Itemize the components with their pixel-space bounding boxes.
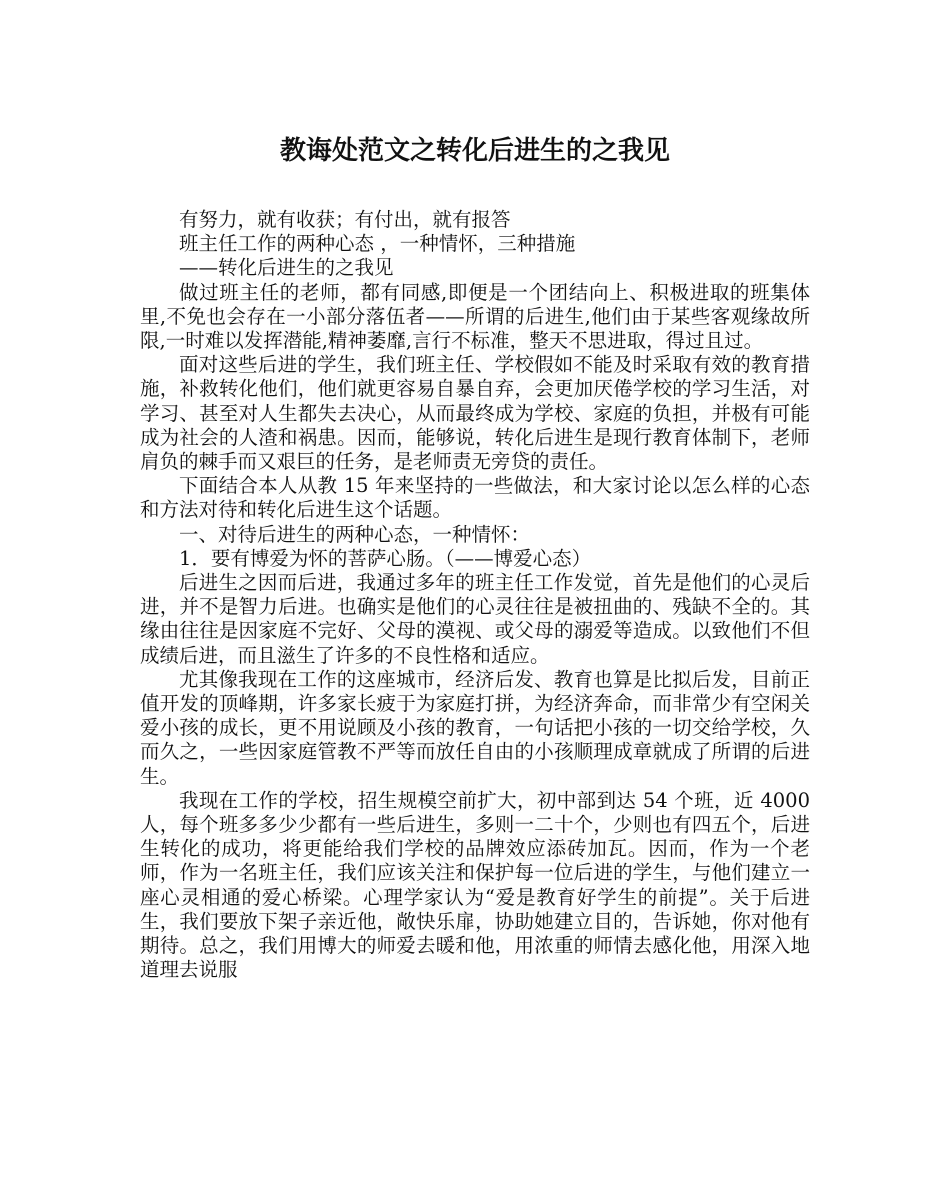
paragraph: ——转化后进生的之我见 [179,256,394,280]
paragraph: 有努力，就有收获；有付出，就有报答 [179,208,511,231]
paragraph: 做过班主任的老师，都有同感,即便是一个团结向上、积极进取的班集体里,不免也会存在一小部分落伍者——所谓的后进生,他们由于某些客观缘故所限,一时难以发挥潜能,精神萎靡,言行不标准，整天不思进取，得过且过。 [140,280,810,353]
document-title: 教诲处范文之转化后进生的之我见 [279,136,670,166]
paragraph: 下面结合本人从教 15 年来坚持的一些做法，和大家讨论以怎么样的心态和方法对待和转化后进生这个话题。 [140,474,810,522]
paragraph: 后进生之因而后进，我通过多年的班主任工作发觉，首先是他们的心灵后进，并不是智力后进。也确实是他们的心灵往往是被扭曲的、残缺不全的。其缘由往往是因家庭不完好、父母的漠视、或父母的溺爱等造成。以致他们不但成绩后进，而且滋生了许多的不良性格和适应。 [140,571,810,667]
paragraph: 班主任工作的两种心态 ，一种情怀，三种措施 [179,232,576,256]
paragraph: 我现在工作的学校，招生规模空前扩大，初中部到达 54 个班，近 4000 人，每个班多多少少都有一些后进生，多则一二十个，少则也有四五个，后进生转化的成功，将更能给我们学校的品牌效应添砖加瓦。因而，作为一个老师，作为一名班主任，我们应该关注和保护每一位后进的学生，与他们建立一座心灵相通的爱心桥梁。心理学家认为“爱是教育好学生的前提”。关于后进生，我们要放下架子亲近他，敞快乐扉，协助她建立目的，告诉她，你对他有期待。总之，我们用博大的师爱去暖和他，用浓重的师情去感化他，用深入地道理去说服 [140,788,810,982]
paragraph: 一、对待后进生的两种心态，一种情怀： [179,522,531,546]
paragraph: 1．要有博爱为怀的菩萨心肠。（——博爱心态） [179,546,592,570]
paragraph: 面对这些后进的学生，我们班主任、学校假如不能及时采取有效的教育措施，补救转化他们，他们就更容易自暴自弃，会更加厌倦学校的学习生活，对学习、甚至对人生都失去决心，从而最终成为学校、家庭的负担，并极有可能成为社会的人渣和祸患。因而，能够说，转化后进生是现行教育体制下，老师肩负的棘手而又艰巨的任务，是老师责无旁贷的责任。 [140,353,810,474]
paragraph: 尤其像我现在工作的这座城市，经济后发、教育也算是比拟后发，目前正值开发的顶峰期，许多家长疲于为家庭打拼，为经济奔命，而非常少有空闲关爱小孩的成长，更不用说顾及小孩的教育，一句话把小孩的一切交给学校，久而久之，一些因家庭管教不严等而放任自由的小孩顺理成章就成了所谓的后进生。 [140,667,810,788]
document-body [140,208,810,983]
